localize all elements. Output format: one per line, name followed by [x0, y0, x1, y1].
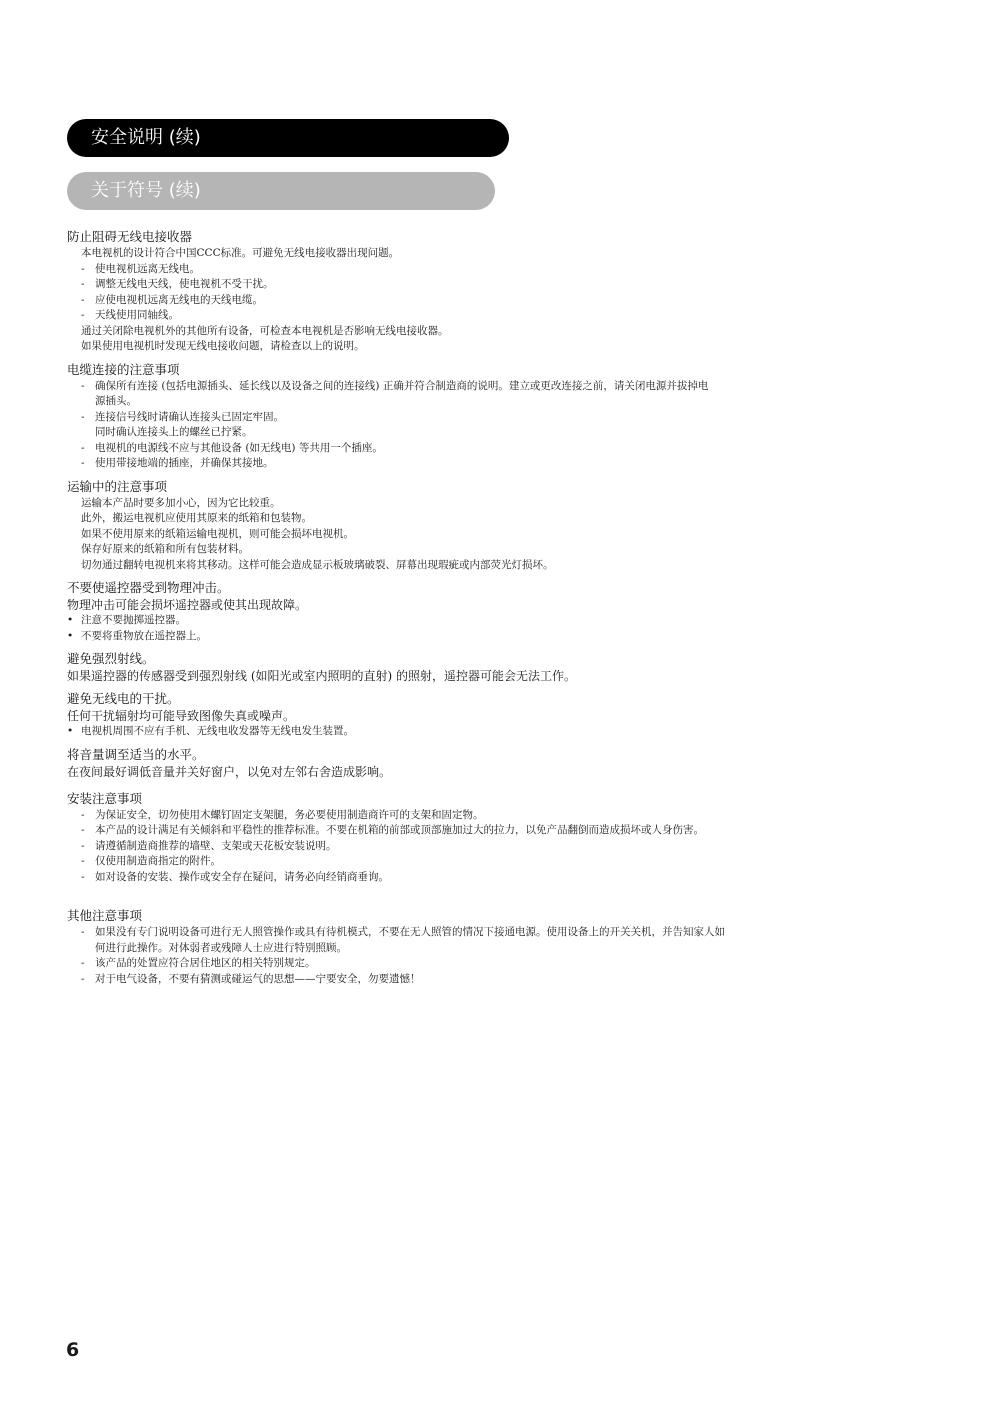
section-heading: 安装注意事项 [67, 790, 143, 806]
list-item: - 使电视机远离无线电。 [67, 262, 957, 278]
document-body [67, 228, 957, 993]
section-heading: 其他注意事项 [67, 908, 143, 923]
section-banner-safety: 安全说明 (续) [67, 119, 509, 157]
section-heading: 电缆连接的注意事项 [67, 361, 180, 377]
page-number: 6 [66, 1339, 80, 1361]
list-item: - 调整无线电天线，使电视机不受干扰。 [67, 277, 957, 293]
paragraph: 如果不使用原来的纸箱运输电视机，则可能会损坏电视机。 [81, 527, 354, 540]
section-heading: 将音量调至适当的水平。 [67, 746, 205, 762]
section-heading: 避免强烈射线。 [67, 651, 155, 666]
paragraph: 如果遥控器的传感器受到强烈射线 (如阳光或室内照明的直射) 的照射，遥控器可能会无法工作。 [67, 669, 576, 683]
paragraph: 此外，搬运电视机应使用其原来的纸箱和包装物。 [81, 512, 312, 524]
list-item: - 天线使用同轴线。 [67, 308, 957, 324]
section-cable-connection [67, 361, 957, 472]
section-volume [67, 746, 957, 780]
list-item: - 为保证安全，切勿使用木螺钉固定支架腿，务必要使用制造商许可的支架和固定物。 [67, 808, 957, 824]
bullet-item: • 注意不要抛掷遥控器。 [67, 613, 957, 629]
section-strong-light [67, 650, 957, 684]
list-item: - 请遵循制造商推荐的墙壁、支架或天花板安装说明。 [67, 839, 957, 855]
section-banner-symbols: 关于符号 (续) [67, 172, 495, 210]
paragraph: 任何干扰辐射均可能导致图像失真或噪声。 [67, 709, 296, 723]
list-item: - 本产品的设计满足有关倾斜和平稳性的推荐标准。不要在机箱的前部或顶部施加过大的拉力，以免产品翻倒而造成损坏或人身伤害。 [67, 823, 957, 839]
paragraph: 如果使用电视机时发现无线电接收问题，请检查以上的说明。 [81, 340, 365, 352]
paragraph: 在夜间最好调低音量并关好窗户，以免对左邻右舍造成影响。 [67, 764, 392, 779]
section-heading: 避免无线电的干扰。 [67, 691, 180, 706]
list-item: - 仅使用制造商指定的附件。 [67, 854, 957, 870]
list-item: - 应使电视机远离无线电的天线电缆。 [67, 293, 957, 309]
paragraph: 切勿通过翻转电视机来将其移动。这样可能会造成显示板玻璃破裂、屏幕出现瑕疵或内部荧光灯损坏。 [81, 558, 554, 571]
list-item: - 确保所有连接 (包括电源插头、延长线以及设备之间的连接线) 正确并符合制造商的说明。建立或更改连接之前，请关闭电源并拔掉电 [67, 379, 957, 395]
paragraph: 通过关闭除电视机外的其他所有设备，可检查本电视机是否影响无线电接收器。 [81, 324, 449, 337]
list-item: - 电视机的电源线不应与其他设备 (如无线电) 等共用一个插座。 [67, 441, 957, 457]
list-item: - 如果没有专门说明设备可进行无人照管操作或具有待机模式，不要在无人照管的情况下接通电源。使用设备上的开关关机，并告知家人如 [67, 925, 957, 941]
section-other-precautions [67, 907, 957, 987]
list-item: - 如对设备的安装、操作或安全存在疑问，请务必向经销商垂询。 [67, 870, 957, 886]
list-item: - 该产品的处置应符合居住地区的相关特别规定。 [67, 956, 957, 972]
section-heading: 不要使遥控器受到物理冲击。 [67, 580, 230, 595]
list-item-continuation: 何进行此操作。对体弱者或残障人士应进行特别照顾。 [95, 941, 347, 954]
list-item-continuation: 同时确认连接头上的螺丝已拧紧。 [95, 426, 253, 438]
list-item: - 连接信号线时请确认连接头已固定牢固。 [67, 410, 957, 426]
list-item-continuation: 源插头。 [95, 395, 137, 407]
paragraph: 本电视机的设计符合中国CCC标准。可避免无线电接收器出现问题。 [81, 247, 400, 259]
section-remote-shock [67, 579, 957, 644]
list-item: - 使用带接地端的插座，并确保其接地。 [67, 456, 957, 472]
bullet-item: • 不要将重物放在遥控器上。 [67, 629, 957, 645]
paragraph: 保存好原来的纸箱和所有包装材料。 [81, 543, 249, 555]
section-heading: 防止阻碍无线电接收器 [67, 229, 193, 244]
bullet-item: • 电视机周围不应有手机、无线电收发器等无线电发生装置。 [67, 724, 957, 740]
section-transport [67, 478, 957, 574]
paragraph: 物理冲击可能会损坏遥控器或使其出现故障。 [67, 598, 308, 612]
section-radio-disturbance [67, 690, 957, 740]
paragraph: 运输本产品时要多加小心，因为它比较重。 [81, 496, 281, 509]
list-item: - 对于电气设备，不要有猜测或碰运气的思想——宁要安全，勿要遗憾！ [67, 972, 957, 988]
section-installation [67, 790, 957, 886]
section-radio-interference [67, 228, 957, 355]
section-heading: 运输中的注意事项 [67, 478, 168, 494]
